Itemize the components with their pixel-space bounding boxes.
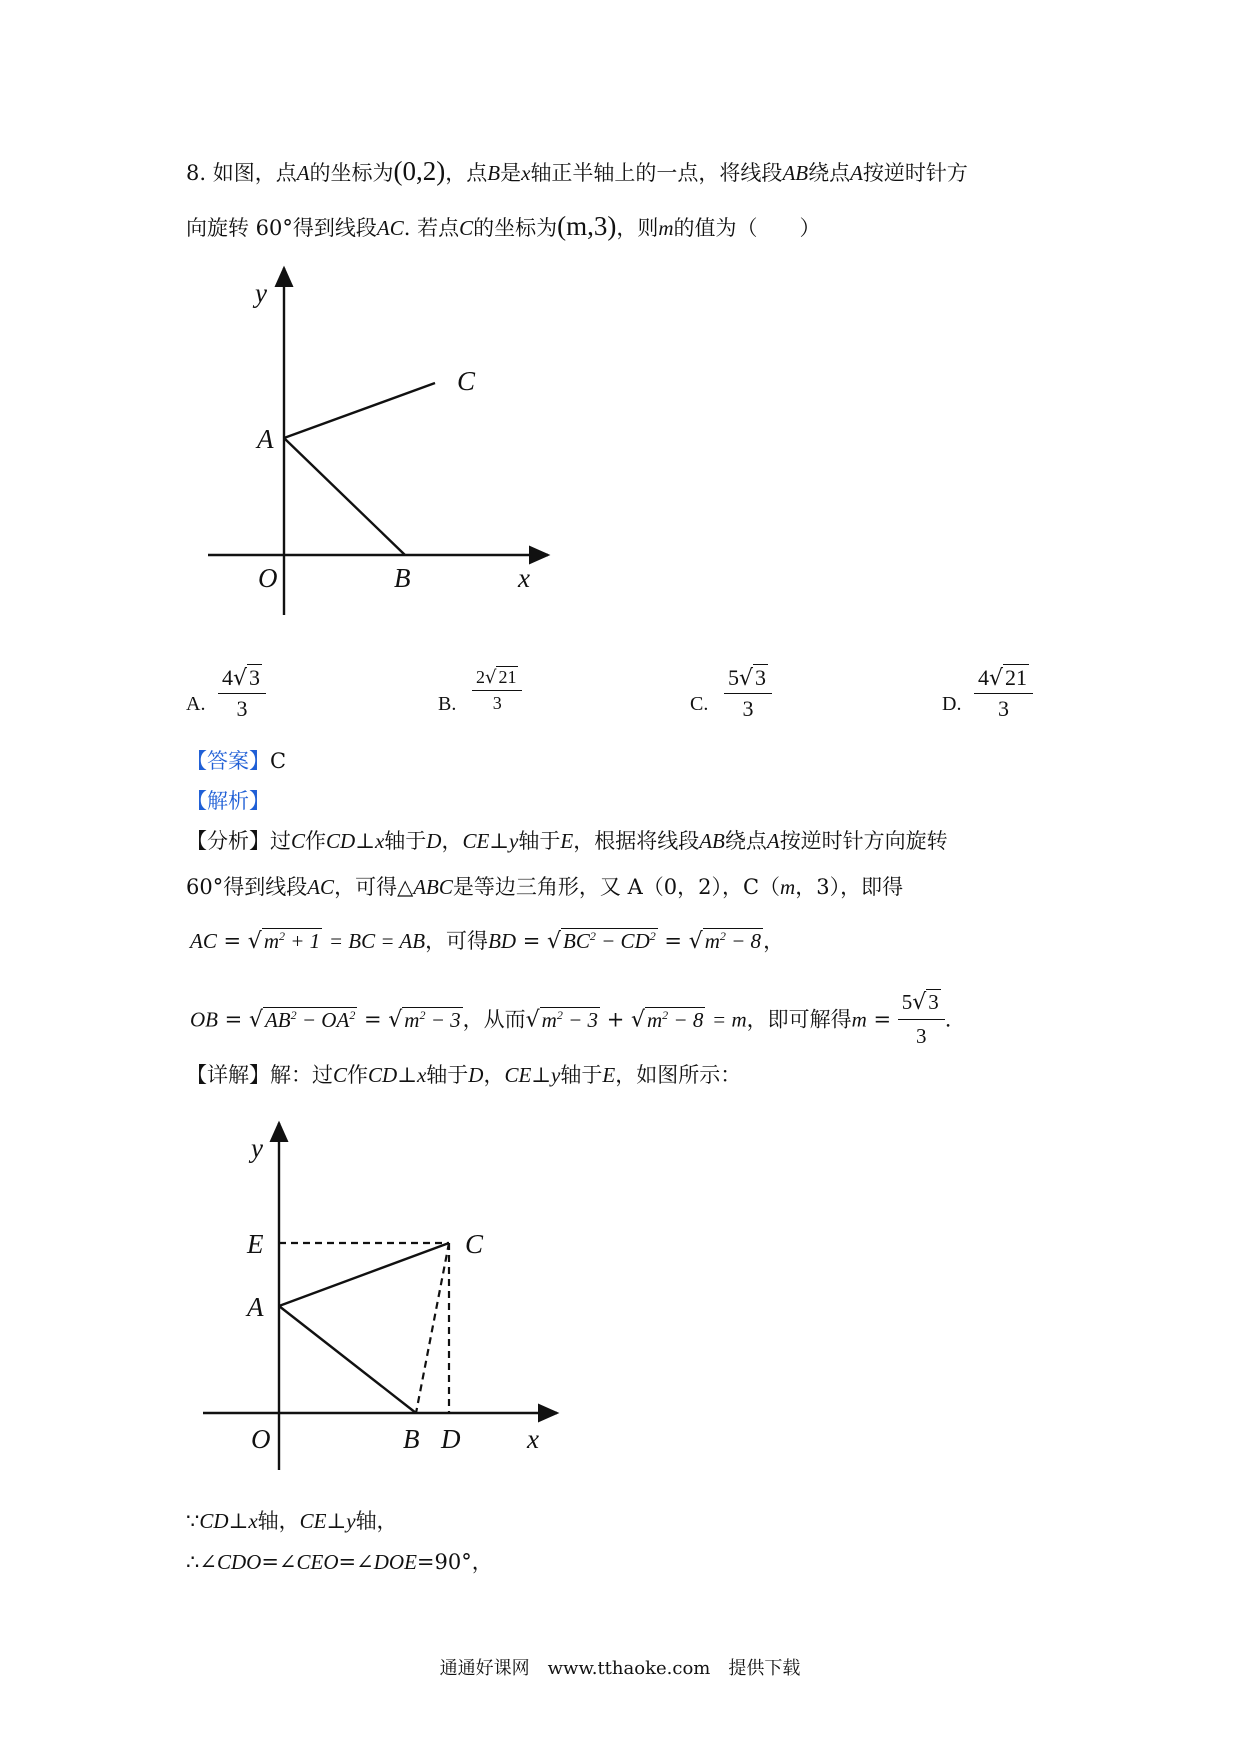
segment-ac-2 bbox=[279, 1243, 449, 1306]
figure-2-diagram bbox=[175, 1115, 595, 1475]
label-o-2: O bbox=[251, 1424, 271, 1454]
figure-1-diagram bbox=[180, 260, 580, 620]
answer-tag: 【答案】 bbox=[186, 749, 270, 773]
page-footer: 通通好课网 www.tthaoke.com 提供下载 bbox=[439, 1658, 801, 1679]
options-row: A. $\frac{4√3}{3}$ B. $\frac{2√ 21}{3}$ C. $\frac{5√3}{3}$ D. $\frac{4√21}{3}$ bbox=[186, 665, 1086, 735]
label-b-2: B bbox=[403, 1424, 420, 1454]
label-y: y bbox=[255, 278, 267, 308]
proof-line-1: ∵CD⊥x轴，CE⊥y轴， bbox=[186, 1509, 398, 1533]
label-o: O bbox=[258, 563, 278, 593]
segment-ab-2 bbox=[279, 1306, 416, 1413]
segment-bc bbox=[416, 1243, 449, 1413]
label-c: C bbox=[457, 366, 476, 396]
coordinate-a: (0,2) bbox=[393, 156, 446, 186]
label-e: E bbox=[247, 1229, 264, 1259]
fenxi-line-2: 60°得到线段AC，可得△ABC是等边三角形，又 A（0，2），C（m，3），即得 bbox=[186, 875, 904, 899]
answer-line bbox=[186, 747, 286, 775]
label-b: B bbox=[394, 563, 411, 593]
coordinate-c: (m,3) bbox=[557, 211, 617, 241]
segment-ab bbox=[284, 438, 405, 555]
label-y-2: y bbox=[251, 1133, 263, 1163]
fenxi-line-3: AC = $√m^2 + 1$ = BC = AB，可得BD = $√BC^2 - CD^2 = √m^2 - 8$， bbox=[190, 929, 785, 954]
fenxi-tag: 【分析】 bbox=[186, 829, 270, 853]
analysis-tag: 【解析】 bbox=[186, 789, 270, 813]
label-a-2: A bbox=[247, 1292, 264, 1322]
answer-value: C bbox=[270, 749, 287, 773]
question-line-1: 8. 如图，点A的坐标为(0,2)，点B是x轴正半轴上的一点，将线段AB绕点A按逆时针方 bbox=[186, 156, 968, 186]
label-a: A bbox=[257, 424, 274, 454]
label-d: D bbox=[441, 1424, 461, 1454]
segment-ac bbox=[284, 383, 435, 438]
label-c-2: C bbox=[465, 1229, 484, 1259]
xiangjie-tag: 【详解】 bbox=[186, 1063, 270, 1087]
xiangjie-line: 【详解】解：过C作CD⊥x轴于D，CE⊥y轴于E，如图所示： bbox=[186, 1063, 742, 1087]
question-line-2: 向旋转 60°得到线段AC. 若点C的坐标为(m,3)，则m的值为（ ） bbox=[186, 211, 821, 241]
label-x: x bbox=[518, 563, 530, 593]
proof-line-2: ∴∠CDO=∠CEO=∠DOE=90°， bbox=[186, 1550, 493, 1574]
fenxi-line-4: OB = $√AB^2 - OA^2 = √m^2 - 3$，从而$√m^2 - 3 + √m^2 - 8 = m$，即可解得m = $\frac{5√3}{3}$ . bbox=[190, 990, 952, 1048]
fenxi-line-1: 【分析】过C作CD⊥x轴于D，CE⊥y轴于E，根据将线段AB绕点A按逆时针方向旋转 bbox=[186, 829, 948, 853]
label-x-2: x bbox=[527, 1424, 539, 1454]
